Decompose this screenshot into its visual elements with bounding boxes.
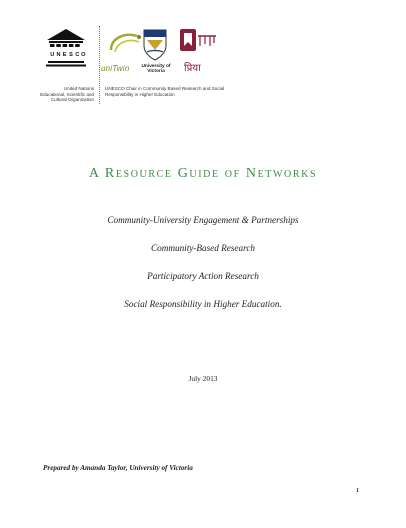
subtitle-4: Social Responsibility in Higher Education.	[124, 299, 282, 309]
svg-text:E: E	[62, 52, 67, 58]
uvic-name: University of Victoria	[141, 64, 171, 75]
pria-logo-icon	[178, 26, 218, 58]
chair-caption: UNESCO Chair in Community Based Research and Social Responsibility in Higher Education	[105, 86, 225, 97]
subtitle-3: Participatory Action Research	[147, 271, 259, 281]
pria-logo-text: प्रिया	[184, 63, 201, 74]
unesco-logo-letters	[50, 52, 86, 58]
subtitle-1: Community-University Engagement & Partnerships	[107, 215, 299, 225]
unitwin-logo-text: uniTwin	[101, 64, 130, 73]
page-number: 1	[356, 488, 359, 494]
svg-text:S: S	[69, 52, 73, 58]
uvic-crest-icon	[142, 28, 168, 62]
header-logos	[38, 24, 278, 114]
svg-text:O: O	[81, 52, 86, 58]
subtitle-2: Community-Based Research	[150, 243, 255, 253]
svg-text:C: C	[75, 52, 80, 58]
unesco-caption: United Nations Educational, Scientific and Cultural Organization	[40, 86, 94, 103]
logo-divider	[99, 26, 100, 104]
prepared-by: Prepared by Amanda Taylor, University of Victoria	[43, 464, 193, 472]
publication-date: July 2013	[188, 374, 218, 383]
svg-text:N: N	[56, 52, 61, 58]
svg-text:U: U	[50, 52, 55, 58]
document-title: A Resource Guide of Networks	[88, 166, 318, 181]
unesco-temple-icon	[46, 28, 86, 68]
